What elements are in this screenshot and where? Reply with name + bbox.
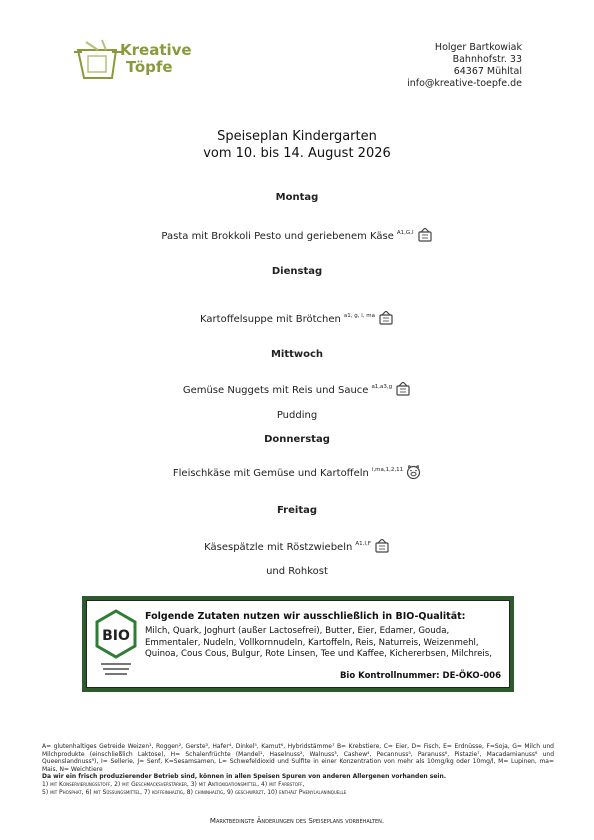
pot-icon: [378, 311, 394, 328]
page-title: [0, 128, 594, 162]
allergen-codes: i,ma,1,2,11: [371, 467, 404, 473]
title-line2: vom 10. bis 14. August 2026: [203, 146, 391, 161]
legend-trace-warning: Da wir ein frisch produzierender Betrieb sind, können in allen Speisen Spuren von anderen Allergenen vorhanden sein.: [42, 773, 447, 781]
logo-line2: Töpfe: [126, 58, 173, 76]
dish-text: Käsespätzle mit Röstzwiebeln: [204, 542, 353, 553]
allergen-legend: [42, 743, 554, 796]
dish-freitag-side: und Rohkost: [266, 566, 328, 577]
day-heading-dienstag: Dienstag: [271, 266, 323, 277]
day-heading-mittwoch: Mittwoch: [270, 349, 324, 360]
bio-seal-text: BIO: [102, 628, 130, 644]
dish-dienstag: [0, 311, 594, 328]
address-city: 64367 Mühltal: [453, 66, 522, 77]
pot-icon: [395, 382, 411, 399]
dish-freitag: [0, 539, 594, 556]
allergen-codes: A1,G,I: [396, 230, 414, 236]
logo-line1: Kreative: [120, 41, 192, 59]
pig-icon: [406, 465, 421, 482]
address-email[interactable]: info@kreative-toepfe.de: [407, 78, 522, 89]
day-heading-donnerstag: Donnerstag: [264, 434, 330, 445]
logo-text: [120, 42, 192, 76]
day-heading-freitag: Freitag: [276, 505, 318, 516]
footer-note: Marktbedingte Änderungen des Speiseplans vorbehalten.: [209, 817, 385, 825]
allergen-codes: a1, g, i, ma: [343, 313, 375, 319]
bio-info-inner: [86, 600, 510, 688]
allergen-codes: a1,a3,g: [371, 384, 393, 390]
dish-text: Pasta mit Brokkoli Pesto und geriebenem Käse: [161, 231, 394, 242]
dish-text: Kartoffelsuppe mit Brötchen: [200, 314, 341, 325]
dish-mittwoch-dessert: Pudding: [276, 410, 318, 421]
address-block: [407, 42, 522, 90]
bio-control-number: Bio Kontrollnummer: DE-ÖKO-006: [339, 671, 501, 681]
pot-icon: [417, 228, 433, 245]
legend-additives-2: 5) mit Phosphat, 6) mit Süßungsmittel, 7) koffeinhaltig, 8) chininhaltig, 9) geschwärzt, 10) enthält Phenylalaninquelle: [42, 788, 347, 796]
allergen-codes: A1,I,F: [355, 541, 371, 547]
bio-ingredients: Milch, Quark, Joghurt (außer Lactosefrei), Butter, Eier, Edamer, Gouda, Emmentaler, Nudeln, Vollkornnudeln, Kartoffeln, Reis, Naturreis, Weizenmehl, Quinoa, Cous Cous, Bulgur, Rote Linsen, Tee und Kaffee, Kichererbsen, Milchreis,: [145, 626, 492, 659]
dish-donnerstag: [0, 465, 594, 482]
bio-info-box: [82, 596, 514, 692]
legend-allergens: A= glutenhaltiges Getreide Weizen¹, Roggen², Gerste³, Hafer⁴, Dinkel⁵, Kamut⁶, Hybridstämme⁷ B= Krebstiere, C= Eier, D= Fisch, E= Erdnüsse, F=Soja, G= Milch und Milchprodukte (einschließlich Laktose), H= Schalenfrüchte (Mandel¹, Haselnuss², Walnuss³, Cashew⁴, Pecannuss⁵, Paranuss⁶, Pistazie⁷, Macadamianuss⁸ und Queenslandnuss⁹), I= Sellerie, J= Senf, K=Sesamsamen, L= Schwefeldioxid und Sulfite in einer Konzentration von mehr als 10mg/kg oder 10mg/l, M= Lupinen, ma= Mais, N= Weichtiere: [42, 743, 554, 773]
pot-icon: [374, 539, 390, 556]
legend-additives-1: 1) mit Konservierungsstoff, 2) mit Geschmacksverstärker, 3) mit Antioxidationsmittel, 4) mit Farbstoff,: [42, 780, 305, 788]
logo: [72, 38, 222, 86]
dish-text: Fleischkäse mit Gemüse und Kartoffeln: [172, 468, 369, 479]
dish-montag: [0, 228, 594, 245]
title-line1: Speiseplan Kindergarten: [217, 129, 377, 144]
dish-text: Gemüse Nuggets mit Reis und Sauce: [182, 385, 369, 396]
address-name: Holger Bartkowiak: [434, 42, 522, 53]
bio-seal-logo: [93, 609, 139, 681]
bio-heading: Folgende Zutaten nutzen wir ausschließlich in BIO-Qualität:: [145, 611, 466, 622]
address-street: Bahnhofstr. 33: [452, 54, 522, 65]
dish-mittwoch: [0, 382, 594, 399]
day-heading-montag: Montag: [275, 192, 319, 203]
